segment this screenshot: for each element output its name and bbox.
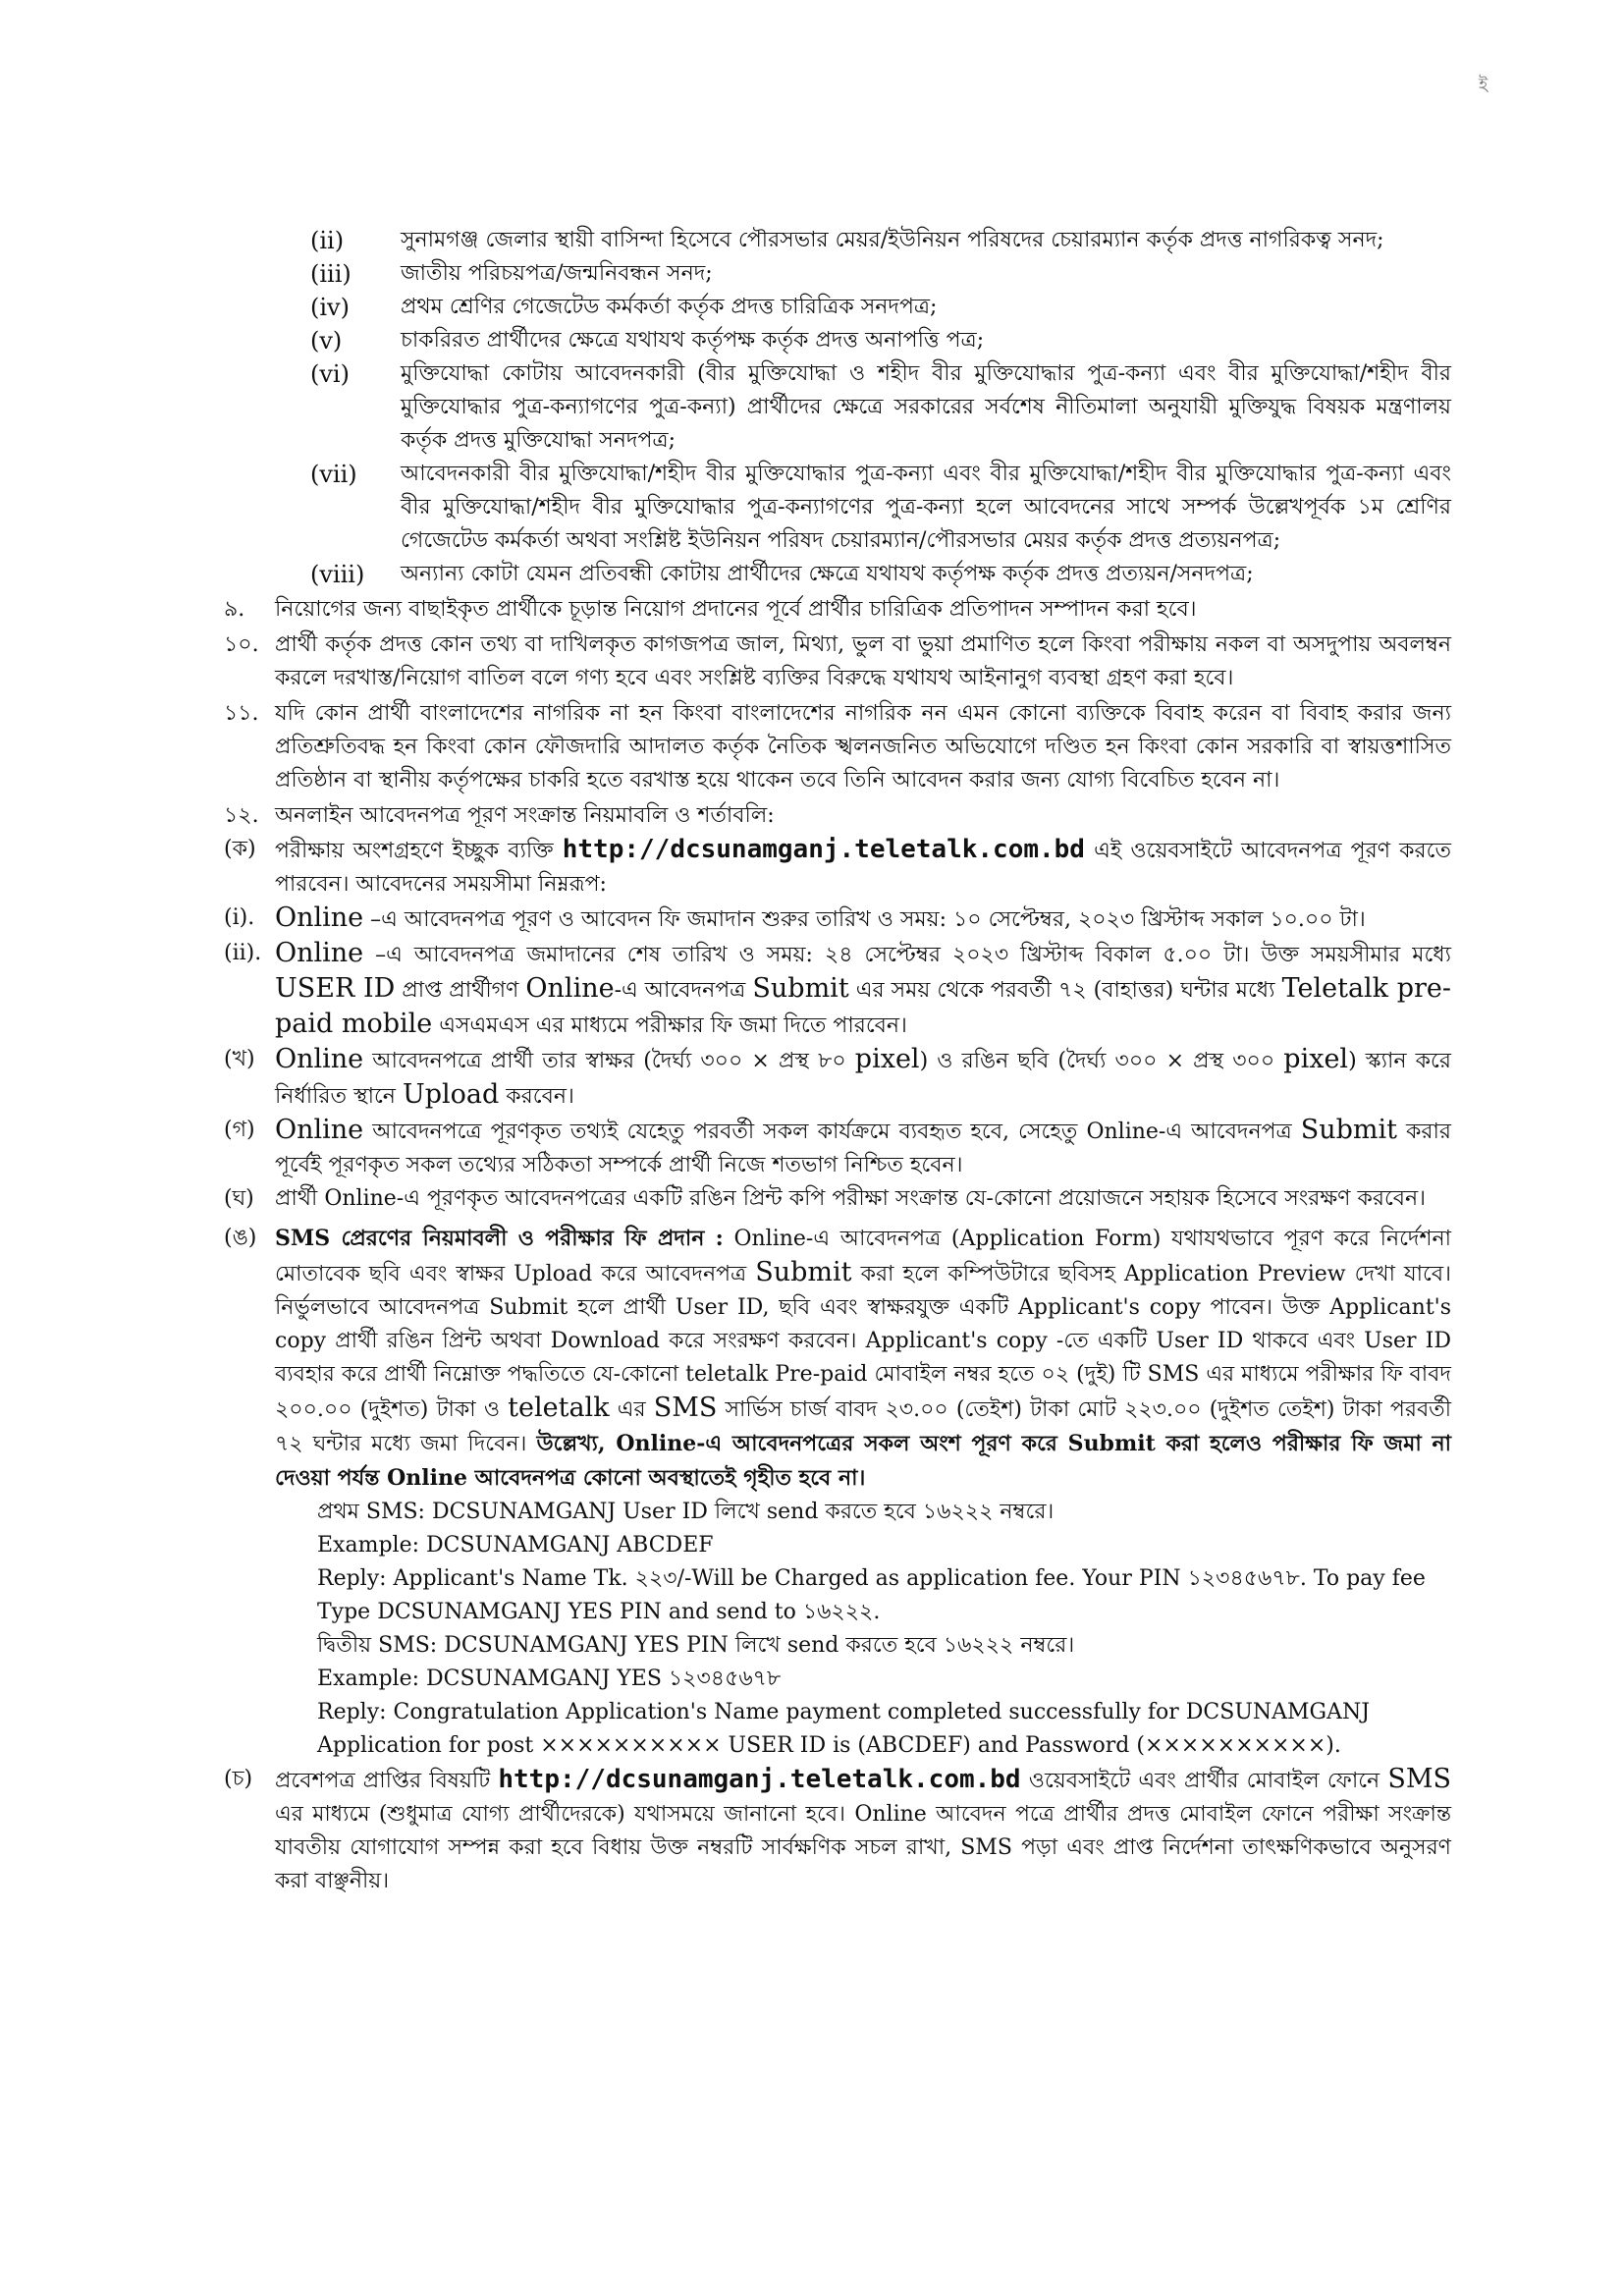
- item-text-part: পরীক্ষায় অংশগ্রহণে ইচ্ছুক ব্যক্তি: [275, 839, 563, 863]
- list-item-text: আবেদনকারী বীর মুক্তিযোদ্ধা/শহীদ বীর মুক্তিযোদ্ধার পুত্র-কন্যা এবং বীর মুক্তিযোদ্ধা/শহীদ বীর মুক্তিযোদ্ধার পুত্র-কন্যা এবং বীর মুক্তিযোদ্ধা/শহীদ বীর মুক্তিযোদ্ধার পুত্র-কন্যাগণের পুত্র-কন্যা হলে আবেদনের সাথে সম্পর্ক উল্লেখপূর্বক ১ম শ্রেণির গেজেটেড কর্মকর্তা অথবা সংশ্লিষ্ট ইউনিয়ন পরিষদ চেয়ারম্যান/পৌরসভার মেয়র কর্তৃক প্রদত্ত প্রত্যয়নপত্র;: [401, 462, 1451, 553]
- list-item-number: (vi): [310, 360, 350, 388]
- item-number: (খ): [224, 1047, 255, 1071]
- item-text-part: আবেদনপত্রে পূরণকৃত তথ্যই যেহেতু পরবর্তী সকল কার্যক্রমে ব্যবহৃত হবে, সেহেতু Online-এ আবেদনপত্র: [363, 1120, 1301, 1144]
- submit-word: Submit: [1300, 1115, 1397, 1145]
- sms-rules-heading: SMS প্রেরণের নিয়মাবলী ও পরীক্ষার ফি প্রদান :: [275, 1226, 724, 1251]
- item-number: (ঙ): [224, 1226, 257, 1250]
- website-link[interactable]: http://dcsunamganj.teletalk.com.bd: [562, 835, 1085, 864]
- list-item: [310, 458, 1451, 558]
- list-item-number: (ii): [310, 227, 345, 254]
- list-item: [310, 324, 1451, 357]
- list-item-text: চাকরিরত প্রার্থীদের ক্ষেত্রে যথাযথ কর্তৃপক্ষ কর্তৃক প্রদত্ত অনাপত্তি পত্র;: [401, 328, 985, 353]
- paragraph-10: [224, 629, 1451, 695]
- online-word: Online: [275, 938, 364, 968]
- item-cha: [224, 1763, 1451, 1898]
- list-item-number: (v): [310, 327, 343, 355]
- paragraph-9: [224, 593, 1451, 627]
- teletalk-word: Teletalk pre-paid mobile: [275, 973, 1451, 1039]
- item-ga: [224, 1114, 1451, 1182]
- item-sms-rules: [224, 1222, 1451, 1496]
- online-word: Online: [275, 1044, 364, 1074]
- item-text: [275, 1043, 1451, 1114]
- list-item-text: অন্যান্য কোটা যেমন প্রতিবন্ধী কোটায় প্রার্থীদের ক্ষেত্রে যথাযথ কর্তৃপক্ষ কর্তৃক প্রদত্ত প্রত্যয়ন/সনদপত্র;: [401, 562, 1254, 586]
- list-item: [310, 357, 1451, 458]
- item-text-part: Online-এ আবেদনপত্র (Application Form) যথাযথভাবে পূরণ করে নির্দেশনা মোতাবেক ছবি এবং স্বাক্ষর Upload করে আবেদনপত্র: [275, 1227, 1452, 1286]
- sms-line: Reply: Applicant's Name Tk. ২২৩/-Will be Charged as application fee. Your PIN ১২৩৪৫৬৭৮. To pay fee Type DCSUNAMGANJ YES PIN and send to ১৬২২২.: [317, 1566, 1426, 1624]
- sms-word: SMS: [1387, 1764, 1451, 1794]
- item-gha: [224, 1182, 1451, 1216]
- sms-line: দ্বিতীয় SMS: DCSUNAMGANJ YES PIN লিখে send করতে হবে ১৬২২২ নম্বরে।: [317, 1633, 1075, 1658]
- item-number: (ii).: [224, 941, 262, 965]
- pixel-word: pixel: [854, 1044, 920, 1074]
- submit-word: Submit: [752, 973, 849, 1004]
- item-text: [275, 1222, 1451, 1496]
- item-text: প্রার্থী Online-এ পূরণকৃত আবেদনপত্রের একটি রঙিন প্রিন্ট কপি পরীক্ষা সংক্রান্ত যে-কোনো প্রয়োজনে সহায়ক হিসেবে সংরক্ষণ করবেন।: [275, 1186, 1427, 1211]
- list-item: [310, 224, 1451, 257]
- item-text-part: প্রবেশপত্র প্রাপ্তির বিষয়টি: [275, 1769, 499, 1793]
- item-text-part: এই ওয়েবসাইটে আবেদনপত্র পূরণ করতে পারবেন। আবেদনের সময়সীমা নিম্নরূপ:: [275, 839, 1452, 897]
- online-word: Online: [275, 902, 364, 933]
- list-item-number: (iii): [310, 260, 352, 288]
- item-number: (ঘ): [224, 1186, 254, 1211]
- sms-line: Reply: Congratulation Application's Name payment completed successfully for DCSUNAMGANJ Application for post ×××××××××× USER ID is (ABCDEF) and Password (××××××××××).: [317, 1700, 1371, 1758]
- item-number: (ক): [224, 837, 256, 861]
- submit-word: Submit: [755, 1257, 852, 1287]
- online-word: Online: [275, 1115, 364, 1145]
- sms-instructions: [317, 1496, 1451, 1763]
- item-text-part: সার্ভিস চার্জ বাবদ ২৩.০০ (তেইশ) টাকা মোট ২২৩.০০ (দুইশত তেইশ) টাকা পরবর্তী ৭২ ঘন্টার মধ্যে জমা দিবেন।: [275, 1397, 1451, 1456]
- teletalk-word: teletalk: [508, 1393, 610, 1423]
- item-text-part: ) স্ক্যান করে নির্ধারিত স্থানে: [275, 1049, 1451, 1109]
- list-item-text: জাতীয় পরিচয়পত্র/জন্মনিবন্ধন সনদ;: [401, 261, 713, 286]
- paragraph-text: প্রার্থী কর্তৃক প্রদত্ত কোন তথ্য বা দাখিলকৃত কাগজপত্র জাল, মিথ্যা, ভুল বা ভুয়া প্রমাণিত হলে কিংবা পরীক্ষায় নকল বা অসদুপায় অবলম্বন করলে দরখাস্ত/নিয়োগ বাতিল বলে গণ্য হবে এবং সংশ্লিষ্ট ব্যক্তির বিরুদ্ধে যথাযথ আইনানুগ ব্যবস্থা গ্রহণ করা হবে।: [275, 632, 1451, 690]
- item-text: [275, 1763, 1451, 1898]
- item-text-part: প্রাপ্ত প্রার্থীগণ: [395, 978, 526, 1003]
- upload-word: Upload: [402, 1079, 500, 1110]
- item-text-part: ) ও রঙিন ছবি (দৈর্ঘ্য ৩০০ × প্রস্থ ৩০০: [919, 1049, 1284, 1073]
- online-word: Online: [525, 973, 615, 1004]
- user-id-word: USER ID: [275, 973, 396, 1004]
- pixel-word: pixel: [1283, 1044, 1349, 1074]
- paragraph-12: [224, 799, 1451, 833]
- paragraph-number: ১২.: [224, 803, 259, 828]
- sms-word: SMS: [653, 1393, 718, 1423]
- item-text: [275, 1114, 1451, 1182]
- list-item: [310, 257, 1451, 291]
- item-text-part: এর সময় থেকে পরবর্তী ৭২ (বাহাত্তর) ঘন্টার মধ্যে: [848, 978, 1282, 1003]
- document-list: [224, 224, 1451, 591]
- item-text-part: এসএমএস এর মাধ্যমে পরীক্ষার ফি জমা দিতে পারবেন।: [432, 1013, 907, 1038]
- sms-line: প্রথম SMS: DCSUNAMGANJ User ID লিখে send করতে হবে ১৬২২২ নম্বরে।: [317, 1500, 1055, 1524]
- item-text-part: -এ আবেদনপত্র: [614, 978, 753, 1003]
- list-item-text: সুনামগঞ্জ জেলার স্থায়ী বাসিন্দা হিসেবে পৌরসভার মেয়র/ইউনিয়ন পরিষদের চেয়ারম্যান কর্তৃক প্রদত্ত নাগরিকত্ব সনদ;: [401, 228, 1384, 252]
- paragraph-text: অনলাইন আবেদনপত্র পূরণ সংক্রান্ত নিয়মাবলি ও শর্তাবলি:: [275, 803, 775, 828]
- item-text-part: –এ আবেদনপত্র পূরণ ও আবেদন ফি জমাদান শুরুর তারিখ ও সময়: ১০ সেপ্টেম্বর, ২০২৩ খ্রিস্টাব্দ সকাল ১০.০০ টা।: [363, 907, 1366, 932]
- paragraph-text: নিয়োগের জন্য বাছাইকৃত প্রার্থীকে চূড়ান্ত নিয়োগ প্রদানের পূর্বে প্রার্থীর চারিত্রিক প্রতিপাদন সম্পাদন করা হবে।: [275, 597, 1197, 622]
- item-online-end: [224, 937, 1451, 1043]
- item-number: (চ): [224, 1767, 253, 1791]
- sms-line: Example: DCSUNAMGANJ ABCDEF: [317, 1533, 714, 1558]
- paragraph-text: যদি কোন প্রার্থী বাংলাদেশের নাগরিক না হন কিংবা বাংলাদেশের নাগরিক নন এমন কোনো ব্যক্তিকে বিবাহ করেন বা বিবাহ করার জন্য প্রতিশ্রুতিবদ্ধ হন কিংবা কোন ফৌজদারি আদালত কর্তৃক নৈতিক স্খলনজনিত অভিযোগে দণ্ডিত হন কিংবা কোন সরকারি বা স্বায়ত্তশাসিত প্রতিষ্ঠান বা স্থানীয় কর্তৃপক্ষের চাকরি হতে বরখাস্ত হয়ে থাকেন তবে তিনি আবেদন করার জন্য যোগ্য বিবেচিত হবেন না।: [275, 701, 1451, 793]
- item-kha: [224, 1043, 1451, 1114]
- item-text: [275, 902, 1451, 937]
- list-item: [310, 558, 1451, 591]
- item-text-part: ওয়েবসাইটে এবং প্রার্থীর মোবাইল ফোনে: [1020, 1769, 1388, 1793]
- list-item: [310, 291, 1451, 324]
- item-online-start: [224, 902, 1451, 937]
- item-text-part: এর: [609, 1397, 654, 1422]
- paragraph-number: ৯.: [224, 597, 245, 622]
- list-item-text: প্রথম শ্রেণির গেজেটেড কর্মকর্তা কর্তৃক প্রদত্ত চারিত্রিক সনদপত্র;: [401, 295, 938, 319]
- item-number: (গ): [224, 1118, 255, 1142]
- item-text: [275, 937, 1451, 1043]
- list-item-text: মুক্তিযোদ্ধা কোটায় আবেদনকারী (বীর মুক্তিযোদ্ধা ও শহীদ বীর মুক্তিযোদ্ধার পুত্র-কন্যা এবং বীর মুক্তিযোদ্ধা/শহীদ বীর মুক্তিযোদ্ধার পুত্র-কন্যাগণের পুত্র-কন্যা) প্রার্থীদের ক্ষেত্রে সরকারের সর্বশেষ নীতিমালা অনুযায়ী মুক্তিযুদ্ধ বিষয়ক মন্ত্রণালয় কর্তৃক প্রদত্ত মুক্তিযোদ্ধা সনদপত্র;: [401, 361, 1451, 453]
- website-link[interactable]: http://dcsunamganj.teletalk.com.bd: [498, 1765, 1021, 1794]
- document-body: [224, 224, 1451, 1898]
- item-number: (i).: [224, 905, 255, 930]
- list-item-number: (viii): [310, 561, 365, 588]
- item-text-part: করবেন।: [499, 1084, 574, 1109]
- item-text: [275, 833, 1451, 902]
- paragraph-11: [224, 697, 1451, 797]
- list-item-number: (iv): [310, 294, 350, 321]
- item-text-part: করা হলে কম্পিউটারে ছবিসহ Application Preview দেখা যাবে। নির্ভুলভাবে আবেদনপত্র Submit হলে প্রার্থী User ID, ছবি এবং স্বাক্ষরযুক্ত একটি Applicant's copy পাবেন। উক্ত Applicant's copy প্রার্থী রঙিন প্রিন্ট অথবা Download করে সংরক্ষণ করবেন। Applicant's copy -তে একটি User ID থাকবে এবং User ID ব্যবহার করে প্রার্থী নিম্নোক্ত পদ্ধতিতে যে-কোনো teletalk Pre-paid মোবাইল নম্বর হতে ০২ (দুই) টি SMS এর মাধ্যমে পরীক্ষার ফি বাবদ ২০০.০০ (দুইশত) টাকা ও: [275, 1262, 1452, 1422]
- sms-line: Example: DCSUNAMGANJ YES ১২৩৪৫৬৭৮: [317, 1667, 782, 1691]
- item-text-part: আবেদনপত্রে প্রার্থী তার স্বাক্ষর (দৈর্ঘ্য ৩০০ × প্রস্থ ৮০: [363, 1049, 855, 1073]
- item-ka: [224, 833, 1451, 902]
- item-text-part: এর মাধ্যমে (শুধুমাত্র যোগ্য প্রার্থীদেরকে) যথাসময়ে জানানো হবে। Online আবেদন পত্রে প্রার্থীর প্রদত্ত মোবাইল ফোনে পরীক্ষা সংক্রান্ত যাবতীয় যোগাযোগ সম্পন্ন করা হবে বিধায় উক্ত নম্বরটি সার্বক্ষণিক সচল রাখা, SMS পড়া এবং প্রাপ্ত নির্দেশনা তাৎক্ষণিকভাবে অনুসরণ করা বাঞ্ছনীয়।: [275, 1802, 1451, 1893]
- scan-mark: ই: [1479, 75, 1488, 95]
- paragraph-number: ১১.: [224, 701, 259, 726]
- bold-note: উল্লেখ্য, Online-এ আবেদনপত্রের সকল অংশ পূরণ করে Submit করা হলেও পরীক্ষার ফি জমা না দেওয়া পর্যন্ত Online আবেদনপত্র কোনো অবস্থাতেই গৃহীত হবে না।: [275, 1431, 1451, 1491]
- item-text-part: করার পূর্বেই পূরণকৃত সকল তথ্যের সঠিকতা সম্পর্কে প্রার্থী নিজে শতভাগ নিশ্চিত হবেন।: [275, 1120, 1452, 1177]
- item-text-part: –এ আবেদনপত্র জমাদানের শেষ তারিখ ও সময়: ২৪ সেপ্টেম্বর ২০২৩ খ্রিস্টাব্দ বিকাল ৫.০০ টা। উক্ত সময়সীমার মধ্যে: [363, 943, 1451, 967]
- paragraph-number: ১০.: [224, 632, 259, 657]
- list-item-number: (vii): [310, 461, 357, 488]
